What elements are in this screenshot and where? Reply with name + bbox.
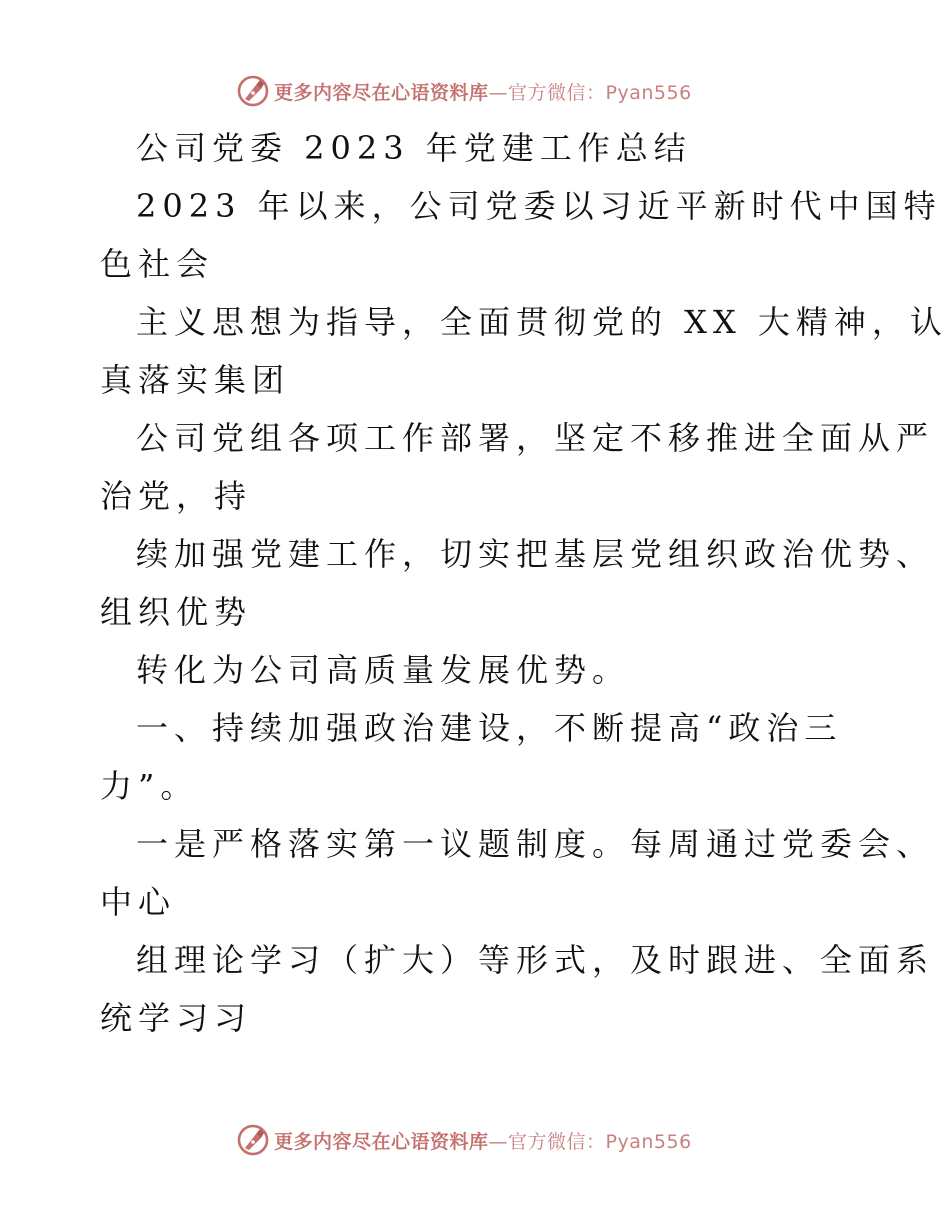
watermark-dash: —: [488, 81, 509, 104]
watermark-wechat-id: Pyan556: [605, 81, 692, 104]
paragraph-line: 真落实集团: [100, 361, 291, 399]
paragraph-line: 一是严格落实第一议题制度。每周通过党委会、: [136, 825, 935, 863]
watermark-wechat-id: Pyan556: [605, 1130, 692, 1153]
paragraph-line: 统学习习: [100, 999, 253, 1037]
document-title: 公司党委 2023 年党建工作总结: [136, 129, 692, 167]
header-watermark-banner: [236, 74, 692, 108]
watermark-text: [274, 78, 692, 105]
watermark-text: [274, 1127, 692, 1154]
paragraph-line: 组理论学习（扩大）等形式，及时跟进、全面系: [136, 941, 935, 979]
watermark-dash: —: [488, 1130, 509, 1153]
paragraph-line: 2023 年以来，公司党委以习近平新时代中国特: [136, 187, 942, 225]
section-heading-continued: 力”。: [100, 767, 199, 805]
paragraph-line: 治党，持: [100, 477, 253, 515]
pen-nib-logo-icon: [236, 74, 270, 108]
paragraph-line: 色社会: [100, 245, 215, 283]
watermark-wechat-label: 官方微信：: [508, 81, 606, 104]
paragraph-line: 转化为公司高质量发展优势。: [136, 651, 631, 689]
watermark-main-text: 更多内容尽在心语资料库: [274, 81, 489, 104]
paragraph-line: 公司党组各项工作部署，坚定不移推进全面从严: [136, 419, 935, 457]
paragraph-line: 组织优势: [100, 593, 253, 631]
section-heading: 一、持续加强政治建设，不断提高“政治三: [136, 709, 843, 747]
pen-nib-logo-icon: [236, 1123, 270, 1157]
paragraph-line: 中心: [100, 883, 177, 921]
watermark-wechat-label: 官方微信：: [508, 1130, 606, 1153]
watermark-main-text: 更多内容尽在心语资料库: [274, 1130, 489, 1153]
footer-watermark-banner: [236, 1123, 692, 1157]
paragraph-line: 续加强党建工作，切实把基层党组织政治优势、: [136, 535, 935, 573]
paragraph-line: 主义思想为指导，全面贯彻党的 XX 大精神，认: [136, 303, 948, 341]
